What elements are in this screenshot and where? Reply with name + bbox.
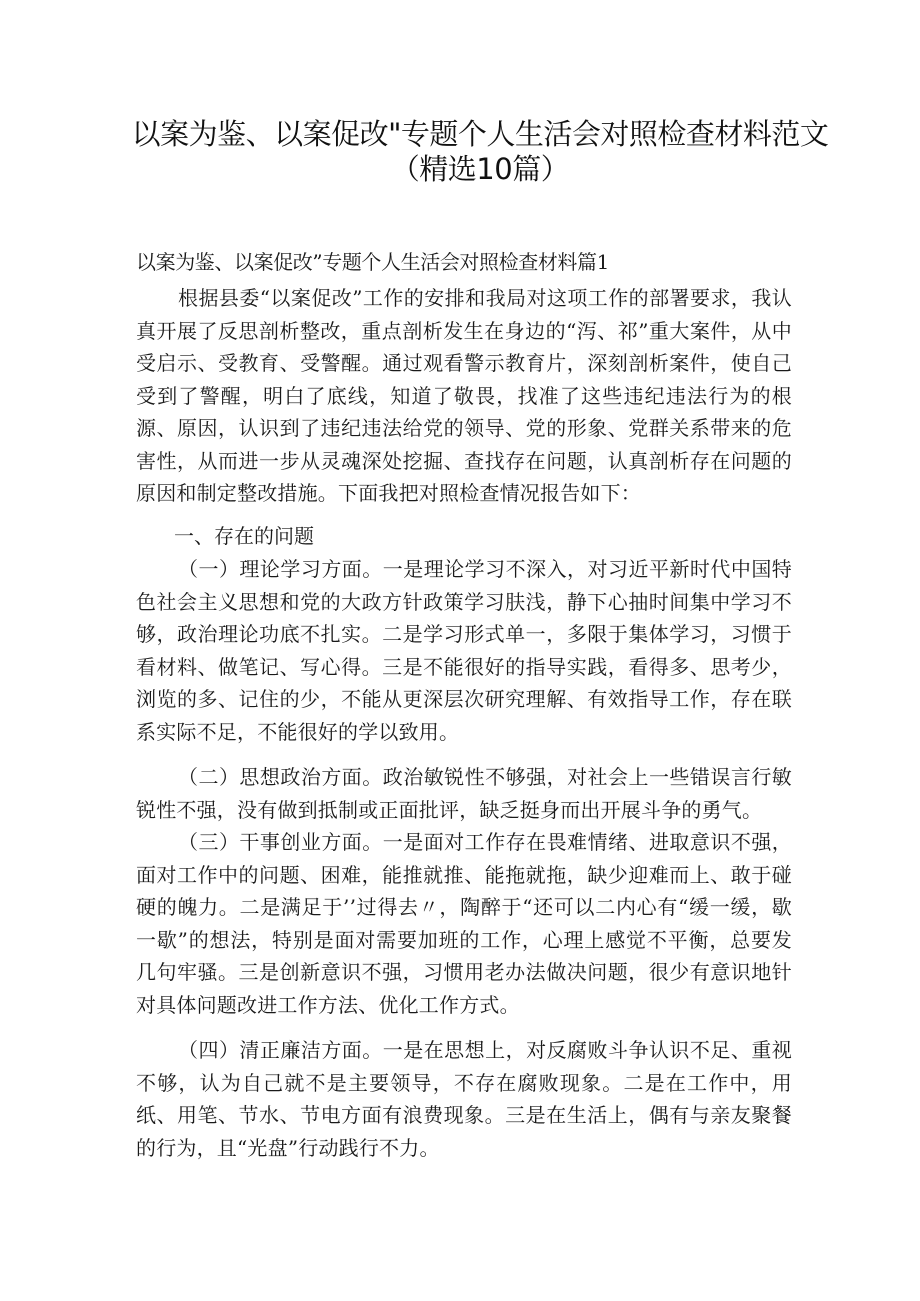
paragraph-intro: 根据县委“以案促改”工作的安排和我局对这项工作的部署要求，我认真开展了反思剖析整改，重点剖析发生在身边的“泻、祁”重大案件，从中受启示、受教育、受警醒。通过观看警示教育片，深刻剖析案件，使自己受到了警醒，明白了底线，知道了敬畏，找准了这些违纪违法行为的根源、原因，认识到了违纪违法给党的领导、党的形象、党群关系带来的危害性，从而进一步从灵魂深处挖掘、查找存在问题，认真剖析存在问题的原因和制定整改措施。下面我把对照检查情况报告如下：: [136, 286, 792, 505]
paragraph-theory-study: （一）理论学习方面。一是理论学习不深入，对习近平新时代中国特色社会主义思想和党的大政方针政策学习肤浅，静下心抽时间集中学习不够，政治理论功底不扎实。二是学习形式单一，多限于集体学习，习惯于看材料、做笔记、写心得。三是不能很好的指导实践，看得多、思考少，浏览的多、记住的少，不能从更深层次研究理解、有效指导工作，存在联系实际不足，不能很好的学以致用。: [136, 557, 792, 744]
paragraph-integrity: （四）清正廉洁方面。一是在思想上，对反腐败斗争认识不足、重视不够，认为自己就不是主要领导，不存在腐败现象。二是在工作中，用纸、用笔、节水、节电方面有浪费现象。三是在生活上，偶有与亲友聚餐的行为，且“光盘”行动践行不力。: [136, 1038, 792, 1160]
document-title-line1: 以案为鉴、以案促改"专题个人生活会对照检查材料范文: [131, 117, 829, 151]
section-heading-problems: 一、存在的问题: [174, 524, 314, 548]
paragraph-career-work: （三）干事创业方面。一是面对工作存在畏难情绪、进取意识不强，面对工作中的问题、困难，能推就推、能拖就拖，缺少迎难而上、敢于碰硬的魄力。二是满足于’’过得去〃，陶醉于“还可以二内心有“缓一缓，歇一歇”的想法，特别是面对需要加班的工作，心理上感觉不平衡，总要发几句牢骚。三是创新意识不强，习惯用老办法做决问题，很少有意识地针对具体问题改进工作方法、优化工作方式。: [136, 830, 792, 1017]
paragraph-ideology-politics: （二）思想政治方面。政治敏锐性不够强，对社会上一些错误言行敏锐性不强，没有做到抵制或正面批评，缺乏挺身而出开展斗争的勇气。: [136, 765, 792, 822]
section-subtitle: 以案为鉴、以案促改”专题个人生活会对照检查材料篇1: [136, 250, 609, 274]
document-title-line2: （精选10篇）: [390, 152, 570, 186]
